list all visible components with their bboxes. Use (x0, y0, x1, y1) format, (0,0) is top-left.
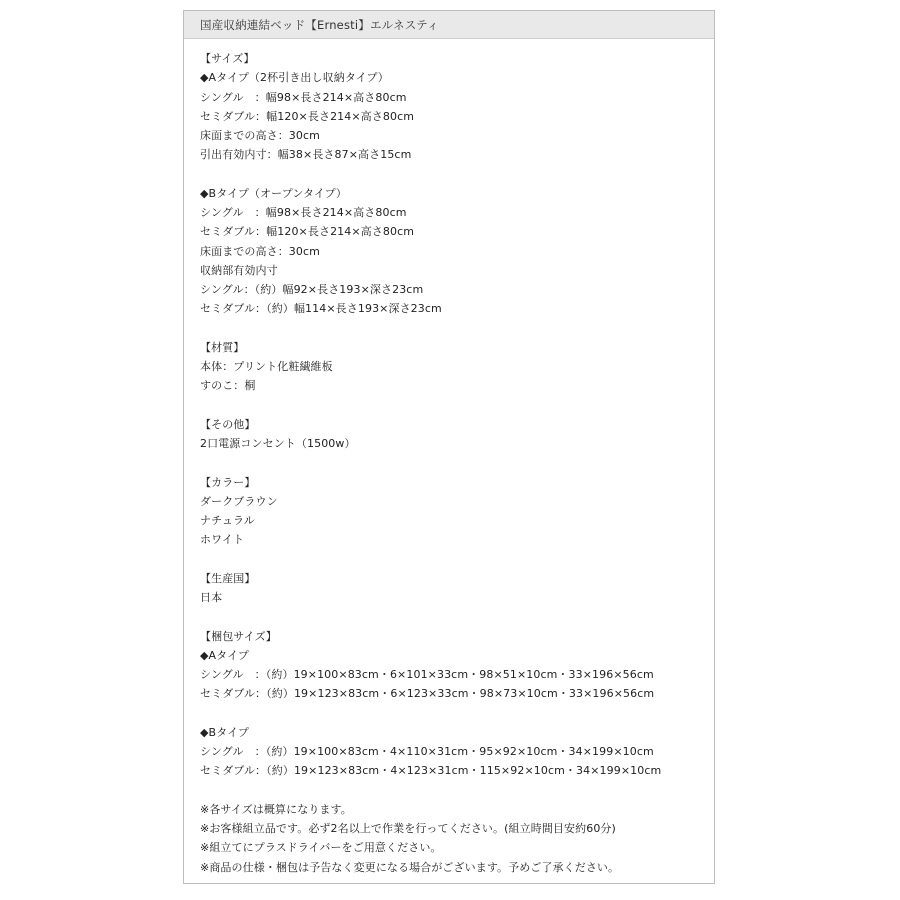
spec-line: シングル ：幅98×長さ214×高さ80cm (200, 206, 407, 219)
spec-line: 【その他】 (200, 417, 256, 431)
spec-line: ◆Aタイプ（2杯引き出し収納タイプ） (200, 71, 389, 85)
spec-line: 【梱包サイズ】 (200, 629, 277, 643)
spec-header (184, 11, 714, 39)
spec-line: ナチュラル (200, 514, 255, 527)
spec-line: 【材質】 (200, 340, 245, 354)
spec-line: ※組立てにプラスドライバーをご用意ください。 (200, 841, 442, 855)
spec-line: ◆Aタイプ (200, 648, 249, 662)
spec-line: ◆Bタイプ (200, 725, 249, 739)
spec-line: ※商品の仕様・梱包は予告なく変更になる場合がございます。予めご了承ください。 (200, 860, 620, 874)
spacer-line (200, 396, 698, 415)
spacer-line (200, 319, 698, 338)
spec-line: ※お客様組立品です。必ず2名以上で作業を行ってください。(組立時間目安約60分) (200, 822, 616, 835)
spec-line: ※各サイズは概算になります。 (200, 802, 352, 816)
spec-line: セミダブル：幅120×長さ214×高さ80cm (200, 109, 415, 123)
spec-line: セミダブル：（約）幅114×長さ193×深さ23cm (200, 302, 442, 316)
spacer-line (200, 453, 698, 472)
spec-table (183, 10, 715, 884)
spec-line: 【カラー】 (200, 475, 256, 489)
spec-line: ダークブラウン (200, 494, 278, 508)
spec-line: ◆Bタイプ（オープンタイプ） (200, 186, 347, 200)
spacer-line (200, 550, 698, 569)
spec-line: 引出有効内寸：幅38×長さ87×高さ15cm (200, 148, 412, 162)
spec-line: シングル ：（約）19×100×83cm・4×110×31cm・95×92×10cm・34×199×10cm (200, 745, 654, 758)
spacer-line (200, 607, 698, 626)
spec-line: ホワイト (200, 533, 245, 547)
spec-line: シングル：（約）幅92×長さ193×深さ23cm (200, 283, 424, 296)
spacer-line (200, 165, 698, 184)
spec-line: 2口電源コンセント（1500w） (200, 437, 356, 450)
spec-line: 収納部有効内寸 (200, 263, 278, 277)
spec-line: 日本 (200, 591, 223, 604)
spec-line: セミダブル：（約）19×123×83cm・6×123×33cm・98×73×10cm・33×196×56cm (200, 687, 655, 701)
product-title: 国産収納連結ベッド【Ernesti】エルネスティ (200, 17, 439, 32)
spacer-line (200, 704, 698, 723)
spec-line: シングル ：幅98×長さ214×高さ80cm (200, 90, 407, 104)
spec-line: シングル ：（約）19×100×83cm・6×101×33cm・98×51×10cm・33×196×56cm (200, 668, 654, 681)
spec-line: すのこ：桐 (200, 379, 256, 393)
spec-line: セミダブル：（約）19×123×83cm・4×123×31cm・115×92×10cm・34×199×10cm (200, 764, 662, 778)
spec-line: 床面までの高さ：30cm (200, 129, 320, 142)
spec-line: 本体：プリント化粧繊維板 (200, 360, 333, 373)
spec-line: 【サイズ】 (200, 52, 255, 65)
spec-line: 【生産国】 (200, 571, 256, 585)
spec-line: 床面までの高さ：30cm (200, 244, 320, 258)
spec-line: セミダブル：幅120×長さ214×高さ80cm (200, 225, 415, 239)
spacer-line (200, 781, 698, 800)
spec-content (184, 39, 714, 877)
